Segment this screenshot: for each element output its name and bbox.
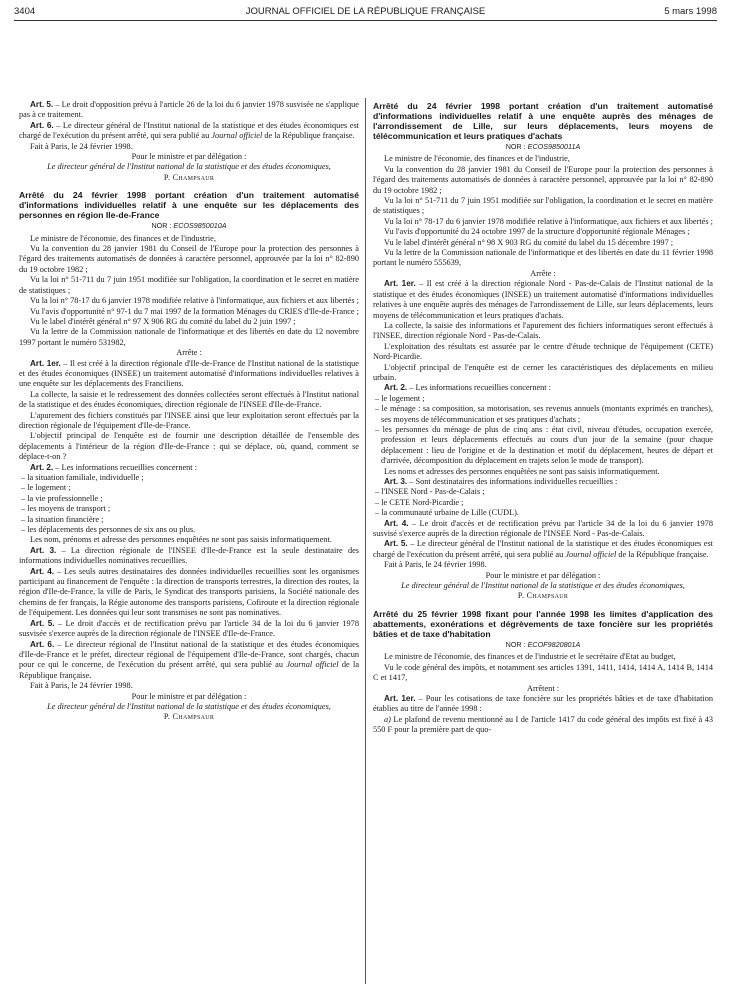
page-number: 3404 [14, 6, 36, 17]
paragraph: Art. 6. – Le directeur général de l'Institut national de la statistique et des études économiques est chargé de l'exécution du présent arrêté, qui sera publié au Journal officiel de la République française. [19, 120, 359, 141]
paragraph: Le ministre de l'économie, des finances et de l'industrie, [384, 154, 570, 164]
column-divider [365, 98, 366, 984]
paragraph: Les noms et adresses des personnes enquêtées ne sont pas saisis informatiquement. [384, 466, 660, 476]
paragraph: Vu le label d'intérêt général n° 98 X 903 RG du comité du label du 15 décembre 1997 ; [384, 237, 674, 247]
paragraph: Vu le code général des impôts, et notamment ses articles 1391, 1411, 1414, 1414 A, 1414 B, 1414 C et 1417, [373, 662, 713, 683]
paragraph: Art. 5. – Le droit d'accès et de rectification prévu par l'article 34 de la loi du 6 janvier 1978 susvisée s'exerce auprès de la direction régionale de l'INSEE d'Ile-de-France. [19, 618, 359, 639]
paragraph: Vu la loi n° 51-711 du 7 juin 1951 modifiée sur l'obligation, la coordination et le secret en matière de statistiques ; [373, 196, 713, 216]
list-item: – les personnes du ménage de plus de cinq ans : état civil, niveau d'études, occupation exercée, profession et leurs déplacements effectués au cours d'un jour de la semaine (pour chaque déplacement : lieu de l'origine et de la destination et motif du déplacement, heures de départ et d'arrivée, décomposition du déplacement en trajets selon le mode de transport). [375, 424, 713, 466]
paragraph: Art. 1er. – Pour les cotisations de taxe foncière sur les propriétés bâties et de taxe d'habitation établies au titre de l'année 1998 : [373, 693, 714, 714]
paragraph: Art. 1er. – Il est créé à la direction régionale Nord - Pas-de-Calais de l'Institut national de la statistique et des études économiques (INSEE) un traitement automatisé d'informations individuelles relatives à une enquête auprès des ménages de l'arrondissement de Lille, sur leurs déplacements, leurs moyens de télécommunication et leurs pratiques d'achats. [373, 279, 713, 320]
arrete-heading: Arrête : [176, 348, 202, 358]
list-item: – la vie professionnelle ; [21, 493, 103, 503]
signature-title: Le directeur général de l'Institut national de la statistique et des études économiques, [47, 701, 331, 711]
signature-line: Pour le ministre et par délégation : [485, 570, 601, 580]
paragraph: Art. 3. – Sont destinataires des informations individuelles recueillies : [384, 477, 618, 486]
signatory-name: P. Champsaur [163, 712, 215, 722]
nor-reference: NOR : ECOS9850010A [151, 221, 227, 231]
paragraph: Les nom, prénoms et adresse des personnes enquêtées ne sont pas saisis informatiquement. [30, 535, 332, 545]
done-at: Fait à Paris, le 24 février 1998. [30, 141, 133, 151]
paragraph: Art. 3. – La direction régionale de l'INSEE d'Ile-de-France est la seule destinataire des informations individuelles nominatives recueillies. [19, 545, 359, 566]
paragraph: Vu l'avis d'opportunité du 24 octobre 1997 de la structure d'opportunité régionale Ménages ; [384, 227, 690, 237]
paragraph: Vu la loi n° 78-17 du 6 janvier 1978 modifiée relative à l'informatique, aux fichiers et aux libertés ; [384, 216, 713, 226]
paragraph: Vu la convention du 28 janvier 1981 du Conseil de l'Europe pour la protection des personnes à l'égard des traitements automatisés de données à caractère personnel, approuvée par la loi n° 82-890 du 19 octobre 1982 ; [19, 244, 359, 274]
paragraph: Art. 6. – Le directeur régional de l'Institut national de la statistique et des études économiques d'Ile-de-France et le préfet, directeur régional de l'équipement d'Ile-de-France, sont chargés, chacun pour ce qui le concerne, de l'exécution du présent arrêté, qui sera publié au Journal officiel de la République française. [19, 639, 359, 680]
arretent-heading: Arrêtent : [526, 683, 560, 693]
paragraph: Vu la loi n° 51-711 du 7 juin 1951 modifiée sur l'obligation, la coordination et le secret en matière de statistiques ; [19, 275, 359, 295]
signature-title: Le directeur général de l'Institut national de la statistique et des études économiques, [401, 581, 685, 591]
list-item: – le ménage : sa composition, sa motorisation, ses revenus annuels (montants exprimés en tranches), ses moyens de télécommunication et ses pratiques d'achats ; [375, 404, 713, 424]
list-item: – les moyens de transport ; [21, 504, 111, 514]
list-item: – le CETE Nord-Picardie ; [375, 497, 464, 507]
paragraph: Art. 4. – Les seuls autres destinataires des données individuelles recueillies sont les organismes participant au financement de l'enquête : la direction de transports terrestres, la direction des routes, la région d'Ile-de-France, la ville de Paris, le Syndicat des transports parisiens, la Société nationale des chemins de fer français, la Régie autonome des transports parisiens, Cofiroute et la direction régionale de l'équipement. Les données qui leur sont transmises ne sont pas nominatives. [19, 566, 359, 618]
paragraph: a) Le plafond de revenu mentionné au I de l'article 1417 du code général des impôts est fixé à 43 550 F pour la première part de quo- [373, 714, 713, 735]
paragraph: Vu la convention du 28 janvier 1981 du Conseil de l'Europe pour la protection des personnes à l'égard des traitements automatisés de données à caractère personnel, approuvée par la loi n° 82-890 du 19 octobre 1982 ; [373, 164, 713, 195]
list-item: – les déplacements des personnes de six ans ou plus. [21, 525, 196, 535]
list-item: – le logement ; [21, 483, 71, 493]
paragraph: Art. 5. – Le directeur général de l'Institut national de la statistique et des études économiques est chargé de l'exécution du présent arrêté, qui sera publié au Journal officiel de la République française. [373, 539, 713, 559]
right-column [373, 101, 713, 736]
paragraph: Vu la lettre de la Commission nationale de l'informatique et des libertés en date du 12 novembre 1997 portant le numéro 531982, [19, 327, 359, 347]
decree-title: Arrêté du 24 février 1998 portant création d'un traitement automatisé d'informations individuelles relatif à une enquête auprès des ménages de l'arrondissement de Lille, sur leurs déplacements, leurs moyens de télécommunication et leurs pratiques d'achats [373, 101, 713, 141]
nor-reference: NOR : ECOS9850011A [505, 142, 581, 151]
paragraph: Vu l'avis d'opportunité n° 97-1 du 7 mai 1997 de la formation Ménages du CRIES d'Ile-de-France ; [30, 306, 359, 316]
list-item: – la communauté urbaine de Lille (CUDL). [375, 508, 519, 518]
paragraph: Art. 2. – Les informations recueillies concernent : [30, 462, 197, 472]
paragraph: Art. 4. – Le droit d'accès et de rectification prévu par l'article 34 de la loi du 6 janvier 1978 susvisé s'exerce auprès de la direction régionale de l'INSEE Nord - Pas-de-Calais. [373, 518, 713, 539]
nor-reference: NOR : ECOF9820801A [505, 639, 581, 649]
paragraph: Art. 1er. – Il est créé à la direction régionale d'Ile-de-France de l'Institut national de la statistique et des études économiques (INSEE) un traitement automatisé d'informations individuelles relatives à une enquête sur les déplacements des Franciliens. [19, 358, 359, 389]
paragraph: Vu le label d'intérêt général n° 97 X 906 RG du comité du label du 2 juin 1997 ; [30, 316, 296, 326]
header-rule [14, 20, 717, 21]
left-column [19, 100, 359, 723]
journal-title: JOURNAL OFFICIEL DE LA RÉPUBLIQUE FRANÇAISE [245, 6, 486, 17]
signature-title: Le directeur général de l'Institut national de la statistique et des études économiques, [47, 162, 331, 172]
paragraph: La collecte, la saisie et le redressement des données collectées seront effectués à l'Institut national de la statistique et des études économiques, direction régionale de l'INSEE d'Ile-de-France. [19, 389, 359, 410]
list-item: – la situation financière ; [21, 514, 104, 524]
signature-line: Pour le ministre et par délégation : [131, 152, 247, 162]
paragraph: L'apurement des fichiers constitués par l'INSEE ainsi que leur exploitation seront effectués par la direction régionale de l'équipement d'Ile-de-France. [19, 410, 359, 430]
issue-date: 5 mars 1998 [664, 6, 717, 17]
paragraph: La collecte, la saisie des informations et l'apurement des fichiers informatiques seront effectués à l'INSEE, direction régionale Nord - Pas-de-Calais. [373, 320, 713, 341]
paragraph: Le ministre de l'économie, des finances et de l'industrie, [30, 233, 216, 243]
paragraph: L'exploitation des résultats est assurée par le centre d'étude technique de l'équipement (CETE) Nord-Picardie. [373, 341, 713, 362]
paragraph: Le ministre de l'économie, des finances et de l'industrie et le secrétaire d'Etat au budget, [384, 652, 676, 662]
decree-title: Arrêté du 25 février 1998 fixant pour l'année 1998 les limites d'application des abattements, exonérations et dégrèvements de taxe foncière sur les propriétés bâties et de taxe d'habitation [373, 608, 713, 639]
list-item: – le logement ; [375, 393, 425, 403]
arrete-heading: Arrête : [530, 268, 556, 278]
done-at: Fait à Paris, le 24 février 1998. [384, 560, 487, 570]
paragraph: Art. 2. – Les informations recueillies concernent : [384, 383, 551, 393]
done-at: Fait à Paris, le 24 février 1998. [30, 681, 133, 691]
signatory-name: P. Champsaur [517, 591, 569, 601]
list-item: – l'INSEE Nord - Pas-de-Calais ; [375, 487, 485, 497]
paragraph: Art. 5. – Le droit d'opposition prévu à l'article 26 de la loi du 6 janvier 1978 susvisée ne s'applique pas à ce traitement. [19, 100, 359, 120]
signature-line: Pour le ministre et par délégation : [131, 691, 247, 701]
paragraph: Vu la loi n° 78-17 du 6 janvier 1978 modifiée relative à l'informatique, aux fichiers et aux libertés ; [30, 296, 359, 306]
paragraph: Vu la lettre de la Commission nationale de l'informatique et des libertés en date du 11 février 1998 portant le numéro 555639, [373, 248, 713, 268]
paragraph: L'objectif principal de l'enquête est de fournir une description détaillée de l'ensemble des déplacements à l'intérieur de la région d'Ile-de-France : qui se déplace, où, quand, comment se déplace-t-on ? [19, 431, 359, 462]
decree-title: Arrêté du 24 février 1998 portant création d'un traitement automatisé d'informations individuelles relatif à une enquête sur les déplacements des personnes en région Ile-de-France [19, 190, 359, 221]
list-item: – la situation familiale, individuelle ; [21, 473, 144, 482]
paragraph: L'objectif principal de l'enquête est de cerner les caractéristiques des déplacements en milieu urbain. [373, 362, 713, 382]
signatory-name: P. Champsaur [163, 172, 215, 182]
